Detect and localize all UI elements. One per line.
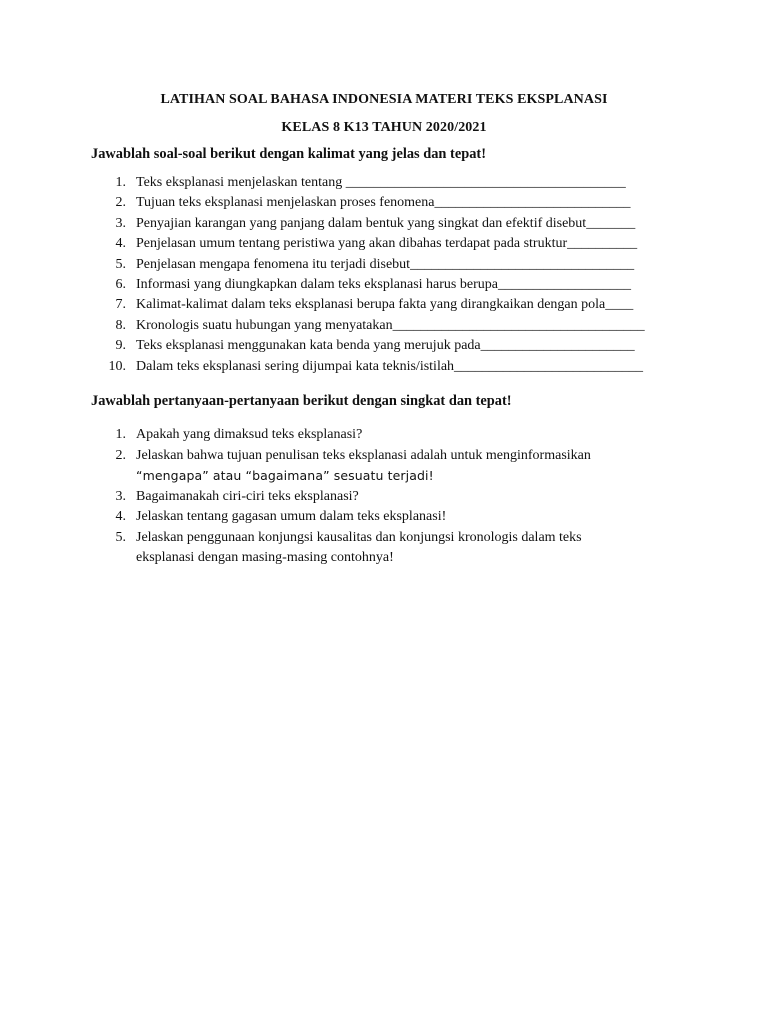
- item-text: Jelaskan tentang gagasan umum dalam teks eksplanasi!: [136, 509, 447, 524]
- list-item: [0, 214, 768, 234]
- item-text: Penyajian karangan yang panjang dalam bentuk yang singkat dan efektif disebut_______: [136, 215, 636, 231]
- item-text-continuation: “mengapa” atau “bagaimana” sesuatu terjadi!: [136, 468, 434, 483]
- list-item: [0, 234, 768, 254]
- item-number: 9.: [115, 338, 126, 354]
- document-subtitle: KELAS 8 K13 TAHUN 2020/2021: [281, 120, 487, 135]
- section-1-instruction: Jawablah soal-soal berikut dengan kalimat yang jelas dan tepat!: [91, 146, 486, 162]
- list-item: [0, 193, 768, 213]
- item-number: 5.: [115, 256, 126, 272]
- list-item: [0, 173, 768, 193]
- essay-question-list: [0, 425, 768, 569]
- item-text: Jelaskan bahwa tujuan penulisan teks eksplanasi adalah untuk menginformasikan: [136, 447, 591, 463]
- item-number: 3.: [115, 488, 126, 504]
- item-text: Teks eksplanasi menggunakan kata benda yang merujuk pada______________________: [136, 338, 635, 354]
- list-item: [0, 275, 768, 295]
- item-text: Penjelasan umum tentang peristiwa yang akan dibahas terdapat pada struktur__________: [136, 236, 638, 252]
- item-text: Jelaskan penggunaan konjungsi kausalitas dan konjungsi kronologis dalam teks: [136, 529, 582, 545]
- item-number: 4.: [115, 236, 126, 252]
- list-item: [0, 425, 768, 446]
- list-item: [0, 446, 768, 487]
- item-text: Informasi yang diungkapkan dalam teks eksplanasi harus berupa___________________: [136, 276, 631, 292]
- item-number: 5.: [115, 529, 126, 545]
- item-number: 1.: [115, 427, 126, 442]
- item-text: Tujuan teks eksplanasi menjelaskan proses fenomena____________________________: [136, 195, 631, 211]
- item-number: 2.: [115, 195, 126, 211]
- item-number: 1.: [115, 175, 126, 190]
- item-number: 3.: [115, 215, 126, 231]
- item-number: 10.: [108, 358, 126, 374]
- document-title: LATIHAN SOAL BAHASA INDONESIA MATERI TEKS EKSPLANASI: [160, 92, 608, 107]
- list-item: [0, 336, 768, 356]
- item-text-continuation: eksplanasi dengan masing-masing contohnya!: [136, 550, 394, 565]
- section-2-instruction: Jawablah pertanyaan-pertanyaan berikut dengan singkat dan tepat!: [91, 393, 512, 409]
- item-text: Dalam teks eksplanasi sering dijumpai kata teknis/istilah___________________________: [136, 358, 644, 374]
- item-number: 8.: [115, 317, 126, 333]
- list-item: [0, 255, 768, 275]
- item-text: Apakah yang dimaksud teks eksplanasi?: [136, 427, 363, 442]
- item-text: Kalimat-kalimat dalam teks eksplanasi berupa fakta yang dirangkaikan dengan pola____: [136, 297, 634, 313]
- item-text: Teks eksplanasi menjelaskan tentang ________________________________________: [136, 175, 626, 190]
- fill-in-question-list: [0, 173, 768, 377]
- item-number: 4.: [115, 509, 126, 524]
- list-item: [0, 316, 768, 336]
- item-number: 2.: [115, 447, 126, 463]
- list-item: [0, 357, 768, 377]
- list-item: [0, 528, 768, 569]
- item-text: Kronologis suatu hubungan yang menyatakan____________________________________: [136, 317, 645, 333]
- list-item: [0, 487, 768, 508]
- item-number: 6.: [115, 276, 126, 292]
- list-item: [0, 295, 768, 315]
- list-item: [0, 507, 768, 528]
- item-number: 7.: [115, 297, 126, 313]
- item-text: Bagaimanakah ciri-ciri teks eksplanasi?: [136, 488, 359, 504]
- item-text: Penjelasan mengapa fenomena itu terjadi disebut________________________________: [136, 256, 635, 272]
